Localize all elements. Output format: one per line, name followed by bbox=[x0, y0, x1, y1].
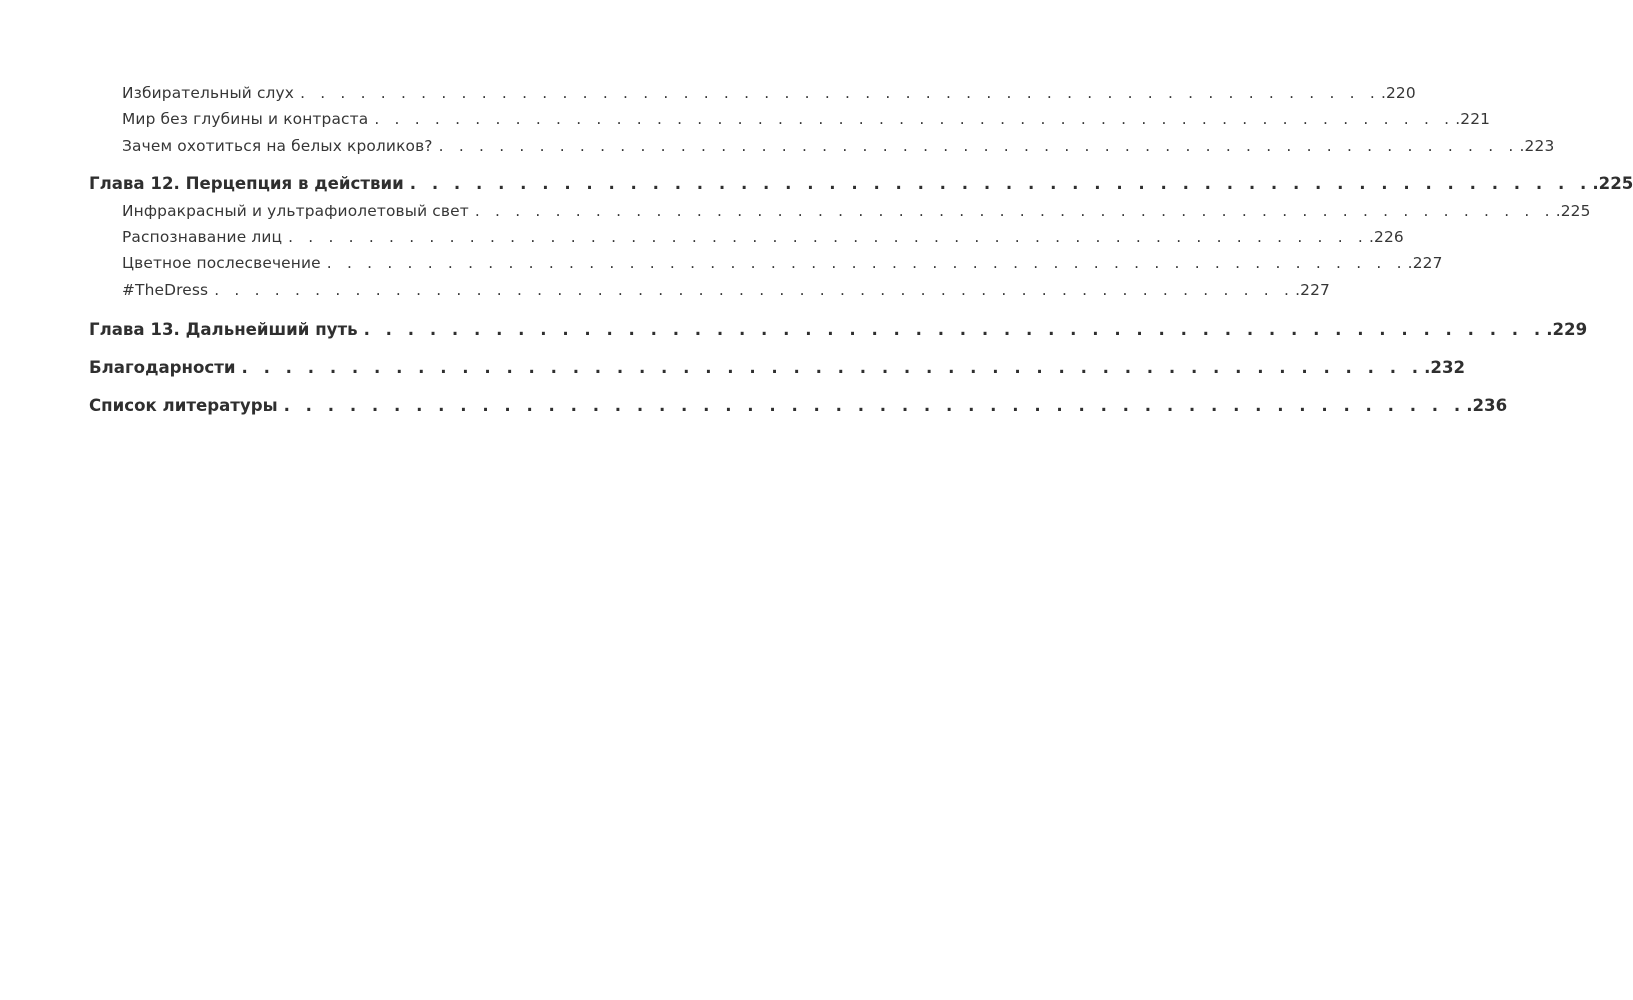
toc-entry-page: .227 bbox=[1295, 280, 1330, 299]
toc-entry-page: .221 bbox=[1455, 110, 1491, 129]
toc-leader-dots: . . . . . . . . . . . . . . . . . . . . . . . . . . . . . . . . . . . . . . . . . . . . . . . . . . . . . . bbox=[283, 396, 1466, 416]
toc-leader-dots: . . . . . . . . . . . . . . . . . . . . . . . . . . . . . . . . . . . . . . . . . . . . . . . . . . . . . . bbox=[214, 280, 1295, 299]
toc-chapter-page: .236 bbox=[1466, 396, 1508, 416]
toc-entry-thedress bbox=[122, 277, 1330, 303]
toc-entry-face-recognition bbox=[122, 224, 1404, 250]
toc-entry-title: Распознавание лиц bbox=[122, 228, 283, 247]
toc-chapter-title: Благодарности bbox=[89, 358, 236, 378]
toc-chapter-page: .229 bbox=[1546, 320, 1588, 340]
toc-leader-dots: . . . . . . . . . . . . . . . . . . . . . . . . . . . . . . . . . . . . . . . . . . . . . . . . . . . . . . bbox=[438, 136, 1519, 155]
toc-chapter-page: .232 bbox=[1424, 358, 1466, 378]
toc-entry-title: Мир без глубины и контраста bbox=[122, 110, 369, 129]
toc-entry-title: Избирательный слух bbox=[122, 84, 295, 102]
toc-entry-page: .223 bbox=[1519, 136, 1555, 155]
toc-acknowledgements bbox=[89, 354, 1466, 382]
toc-entry-page: .226 bbox=[1369, 228, 1404, 247]
toc-chapter-13 bbox=[89, 316, 1588, 344]
toc-leader-dots: . . . . . . . . . . . . . . . . . . . . . . . . . . . . . . . . . . . . . . . . . . . . . . . . . . . . . . bbox=[241, 358, 1424, 378]
toc-leader-dots: . . . . . . . . . . . . . . . . . . . . . . . . . . . . . . . . . . . . . . . . . . . . . . . . . . . . . . bbox=[374, 110, 1455, 129]
toc-entry-white-rabbits bbox=[122, 133, 1555, 159]
toc-entry-page: .227 bbox=[1407, 254, 1443, 273]
toc-entry-infrared-ultraviolet bbox=[122, 198, 1591, 224]
toc-entry-title: #TheDress bbox=[122, 280, 209, 299]
toc-chapter-12 bbox=[89, 170, 1633, 198]
toc-leader-dots: . . . . . . . . . . . . . . . . . . . . . . . . . . . . . . . . . . . . . . . . . . . . . . . . . . . . . . bbox=[288, 228, 1368, 247]
toc-leader-dots: . . . . . . . . . . . . . . . . . . . . . . . . . . . . . . . . . . . . . . . . . . . . . . . . . . . . . . bbox=[300, 84, 1380, 102]
toc-leader-dots: . . . . . . . . . . . . . . . . . . . . . . . . . . . . . . . . . . . . . . . . . . . . . . . . . . . . . . bbox=[363, 320, 1546, 340]
toc-entry-title: Цветное послесвечение bbox=[122, 254, 321, 273]
toc-bibliography bbox=[89, 392, 1508, 420]
toc-entry-title: Зачем охотиться на белых кроликов? bbox=[122, 136, 433, 155]
toc-entry-selective-hearing bbox=[122, 80, 1416, 106]
table-of-contents bbox=[89, 80, 1633, 420]
toc-entry-page: .225 bbox=[1555, 201, 1591, 220]
toc-entry-page: .220 bbox=[1380, 84, 1416, 102]
toc-chapter-title: Список литературы bbox=[89, 396, 278, 416]
toc-leader-dots: . . . . . . . . . . . . . . . . . . . . . . . . . . . . . . . . . . . . . . . . . . . . . . . . . . . . . . bbox=[326, 254, 1407, 273]
toc-leader-dots: . . . . . . . . . . . . . . . . . . . . . . . . . . . . . . . . . . . . . . . . . . . . . . . . . . . . . . bbox=[474, 201, 1555, 220]
toc-leader-dots: . . . . . . . . . . . . . . . . . . . . . . . . . . . . . . . . . . . . . . . . . . . . . . . . . . . . . . bbox=[409, 173, 1592, 193]
toc-entry-world-without-depth bbox=[122, 106, 1491, 132]
toc-chapter-page: .225 bbox=[1592, 173, 1633, 193]
toc-entry-title: Инфракрасный и ультрафиолетовый свет bbox=[122, 201, 469, 220]
toc-chapter-title: Глава 12. Перцепция в действии bbox=[89, 173, 404, 193]
toc-entry-color-afterimage bbox=[122, 250, 1443, 276]
toc-chapter-title: Глава 13. Дальнейший путь bbox=[89, 320, 358, 340]
